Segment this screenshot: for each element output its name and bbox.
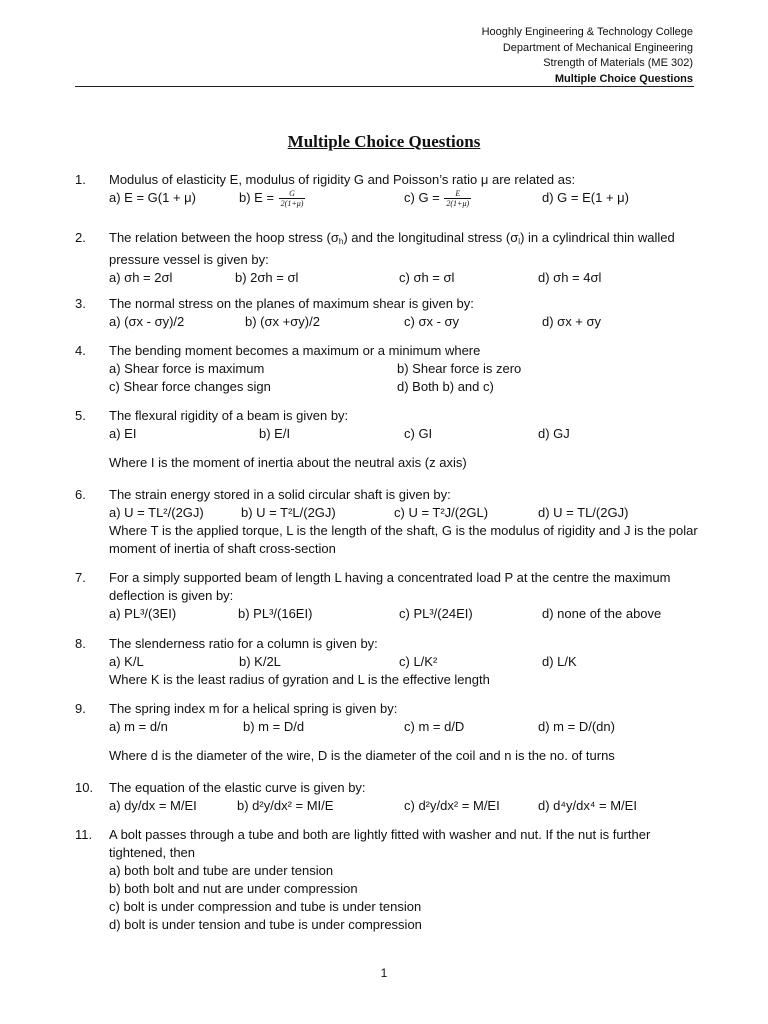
option-a: a) (σx - σy)/2 xyxy=(109,314,185,329)
option-d: d) U = TL/(2GJ) xyxy=(538,505,629,520)
option-c: c) Shear force changes sign xyxy=(109,379,271,394)
option-b: b) K/2L xyxy=(239,654,281,669)
option-a: a) K/L xyxy=(109,654,144,669)
question-number: 10. xyxy=(75,780,94,795)
question-number: 1. xyxy=(75,172,86,187)
question-note: Where T is the applied torque, L is the length of the shaft, G is the modulus of rigidity and J is the polar moment of inertia of shaft cross-section xyxy=(109,523,698,556)
question-number: 2. xyxy=(75,230,86,245)
question-text: The relation between the hoop stress $(\sigma_h)$ and the longitudinal stress $(\sigma_l)$ in a cylindrical thin walled pressure vessel is given by: xyxy=(109,230,675,267)
header-divider xyxy=(75,86,694,87)
page-title: Multiple Choice Questions xyxy=(287,132,481,151)
option-d: d) GJ xyxy=(538,426,570,441)
question-number: 9. xyxy=(75,701,86,716)
option-c: c) GI xyxy=(404,426,433,441)
option-d: d) σh = 4σl xyxy=(538,270,602,285)
option-b: b) 2σh = σl xyxy=(235,270,299,285)
question-number: 3. xyxy=(75,296,86,311)
question-text: The slenderness ratio for a column is given by: xyxy=(109,636,378,651)
option-d: d) m = D/(dn) xyxy=(538,719,615,734)
question-note: Where K is the least radius of gyration and L is the effective length xyxy=(109,672,490,687)
question-text: The strain energy stored in a solid circular shaft is given by: xyxy=(109,487,451,502)
question-number: 11. xyxy=(75,827,93,842)
question-text: A bolt passes through a tube and both are lightly fitted with washer and nut. If the nut is further tightened, then xyxy=(109,827,651,860)
course-name: Strength of Materials (ME 302) xyxy=(543,57,693,69)
option-c: c) bolt is under compression and tube is under tension xyxy=(109,899,422,914)
option-c: c) U = T²J/(2GL) xyxy=(394,505,489,520)
option-b: b) PL³/(16EI) xyxy=(238,606,313,621)
option-a: a) PL³/(3EI) xyxy=(109,606,177,621)
option-a: a) σh = 2σl xyxy=(109,270,173,285)
section-name: Multiple Choice Questions xyxy=(554,72,693,85)
question-number: 4. xyxy=(75,343,86,358)
option-a: a) E = G(1 + μ) xyxy=(109,190,196,205)
option-b: b) Shear force is zero xyxy=(397,361,522,376)
option-b: b) m = D/d xyxy=(243,719,305,734)
option-a: a) both bolt and tube are under tension xyxy=(109,863,334,878)
option-a: a) EI xyxy=(109,426,137,441)
option-c: c) d²y/dx² = M/EI xyxy=(404,798,500,813)
option-c: c) L/K² xyxy=(399,654,438,669)
option-c: c) m = d/D xyxy=(404,719,465,734)
question-number: 8. xyxy=(75,636,86,651)
question-text: The spring index m for a helical spring is given by: xyxy=(109,701,398,716)
question-text: The bending moment becomes a maximum or a minimum where xyxy=(109,343,481,358)
question-text: Modulus of elasticity E, modulus of rigidity G and Poisson’s ratio μ are related as: xyxy=(109,172,576,187)
option-c: c) σx - σy xyxy=(404,314,460,329)
option-a: a) dy/dx = M/EI xyxy=(109,798,197,813)
option-c: c) PL³/(24EI) xyxy=(399,606,473,621)
question-note: Where d is the diameter of the wire, D is the diameter of the coil and n is the no. of turns xyxy=(109,748,615,763)
option-d: d) bolt is under tension and tube is under compression xyxy=(109,917,422,932)
question-number: 7. xyxy=(75,570,86,585)
question-note: Where I is the moment of inertia about the neutral axis (z axis) xyxy=(109,455,467,470)
option-b: b) U = T²L/(2GJ) xyxy=(241,505,336,520)
option-b: b) E/I xyxy=(259,426,291,441)
question-text: For a simply supported beam of length L having a concentrated load P at the centre the maximum deflection is given by: xyxy=(109,570,671,603)
question-number: 5. xyxy=(75,408,86,423)
document-header xyxy=(482,25,693,87)
option-b: b) (σx +σy)/2 xyxy=(245,314,320,329)
option-b: b) E = $\frac{G}{2(1+\mu)}$ xyxy=(239,189,304,209)
option-a: a) U = TL²/(2GJ) xyxy=(109,505,204,520)
question-text: The flexural rigidity of a beam is given by: xyxy=(109,408,349,423)
option-b: b) both bolt and nut are under compression xyxy=(109,881,358,896)
question-text: The equation of the elastic curve is given by: xyxy=(109,780,366,795)
option-d: d) none of the above xyxy=(542,606,662,621)
option-a: a) m = d/n xyxy=(109,719,168,734)
option-d: d) d⁴y/dx⁴ = M/EI xyxy=(538,798,637,813)
college-name: Hooghly Engineering & Technology College xyxy=(481,26,693,38)
question-number: 6. xyxy=(75,487,86,502)
question-text: The normal stress on the planes of maximum shear is given by: xyxy=(109,296,474,311)
option-b: b) d²y/dx² = MI/E xyxy=(237,798,334,813)
option-d: d) σx + σy xyxy=(542,314,602,329)
option-c: c) σh = σl xyxy=(399,270,455,285)
option-d: d) G = E(1 + μ) xyxy=(542,190,629,205)
option-d: d) L/K xyxy=(542,654,577,669)
option-a: a) Shear force is maximum xyxy=(109,361,265,376)
option-d: d) Both b) and c) xyxy=(397,379,494,394)
page-number: 1 xyxy=(380,966,388,980)
department-name: Department of Mechanical Engineering xyxy=(502,41,693,54)
option-c: c) G = $\frac{E}{2(1+\mu)}$ xyxy=(404,189,470,209)
